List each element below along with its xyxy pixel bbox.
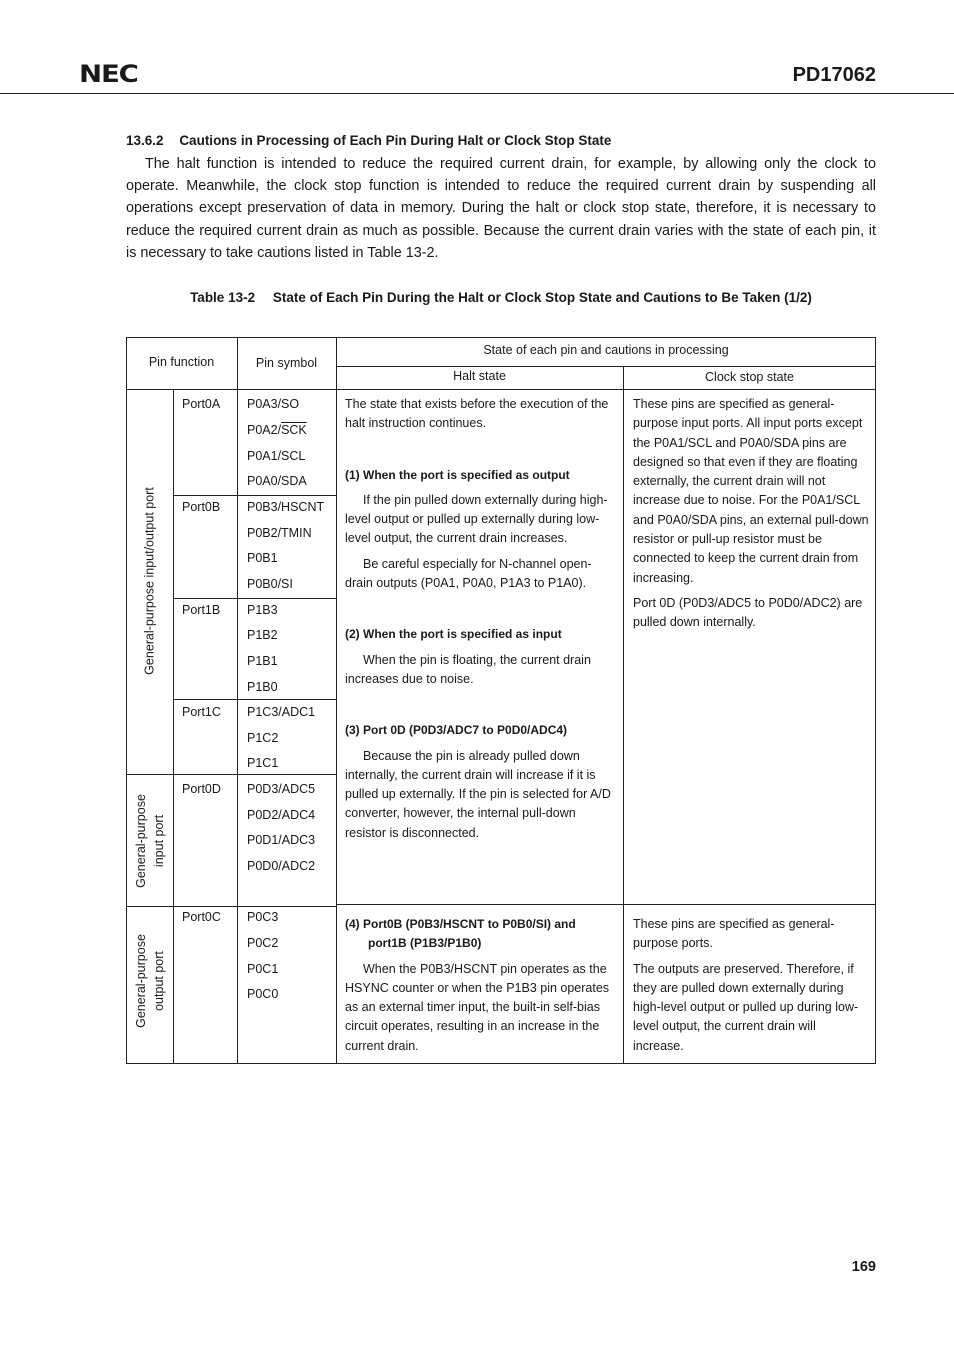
- halt-heading-input: (2) When the port is specified as input: [345, 627, 562, 642]
- halt-heading-port0d: (3) Port 0D (P0D3/ADC7 to P0D0/ADC4): [345, 723, 568, 738]
- group-label-io: General-purpose input/output port: [142, 487, 157, 675]
- section-number: 13.6.2: [126, 133, 164, 148]
- port-1b: Port1B: [182, 603, 221, 617]
- row-line-0d: [126, 774, 337, 775]
- table-border-right: [875, 337, 876, 1064]
- clock-stop-upper-para2: Port 0D (P0D3/ADC5 to P0D0/ADC2) are pulled down internally.: [633, 595, 863, 630]
- section-title: Cautions in Processing of Each Pin During Halt or Clock Stop State: [179, 133, 612, 148]
- clock-stop-lower-para1: These pins are specified as general-purpose ports.: [633, 917, 835, 951]
- pin-p0d2: P0D2/ADC4: [247, 808, 316, 822]
- pin-p1b1: P1B1: [247, 654, 278, 668]
- col-line-halt: [623, 366, 624, 1064]
- halt-heading-port0b-1b-cont: port1B (P1B3/P1B0): [368, 936, 482, 951]
- pin-p0d1: P0D1/ADC3: [247, 833, 316, 847]
- col-line-group: [173, 389, 174, 1064]
- header-pin-function: Pin function: [148, 355, 215, 369]
- pin-p0c2: P0C2: [247, 936, 279, 950]
- halt-input-para: When the pin is floating, the current drain increases due to noise.: [345, 652, 591, 686]
- halt-port0b-para: When the P0B3/HSCNT pin operates as the HSYNC counter or when the P1B3 pin operates as an external timer input, the built-in self-bias circuit operates, resulting in an increase in the current drain.: [345, 961, 610, 1053]
- halt-heading-port0b-1b: (4) Port0B (P0B3/HSCNT to P0B0/SI) and: [345, 917, 576, 931]
- pin-p0d0: P0D0/ADC2: [247, 859, 316, 873]
- halt-output-para1: If the pin pulled down externally during high-level output or pulled up externally during low-level output, the current drain increases.: [345, 492, 608, 546]
- table-caption-number: Table 13-2: [190, 290, 256, 305]
- row-line-0c: [126, 906, 337, 907]
- group-label-output-line1: General-purpose: [134, 934, 148, 1028]
- table-caption: [126, 290, 876, 305]
- section-body: The halt function is intended to reduce the required current drain, for example, by allowing only the clock to operate. Meanwhile, the clock stop function is intended to reduce the required current drain by suspending all operations except preservation of data in memory. During the halt or clock stop state, therefore, it is necessary to reduce the required current drain as much as possible. Because the current drain varies with the state of each pin, it is necessary to take cautions listed in Table 13-2.: [126, 156, 876, 261]
- halt-cell: [345, 395, 619, 849]
- pin-p0a3: P0A3/SO: [247, 397, 300, 411]
- pin-p0a2: [247, 423, 307, 437]
- port-1c: Port1C: [182, 705, 221, 719]
- table-border-left: [126, 337, 127, 1064]
- page-number: 169: [851, 1259, 876, 1275]
- pin-p1c3: P1C3/ADC1: [247, 705, 316, 719]
- port-0c: Port0C: [182, 910, 221, 924]
- group-label-output: [132, 931, 168, 1031]
- header-subrule: [336, 366, 876, 367]
- row-line-1b: [173, 598, 337, 599]
- pin-p0b3: P0B3/HSCNT: [247, 500, 325, 514]
- halt-output-para2: Be careful especially for N-channel open-drain outputs (P0A1, P0A0, P1A3 to P1A0).: [345, 556, 592, 591]
- group-label-input-line1: General-purpose: [134, 794, 148, 888]
- pin-p0c0: P0C0: [247, 987, 279, 1001]
- clock-stop-cell-lower: [633, 915, 869, 1062]
- halt-intro: The state that exists before the execution of the halt instruction continues.: [345, 397, 609, 431]
- pin-p1c2: P1C2: [247, 731, 279, 745]
- row-line-0b: [173, 495, 337, 496]
- table-border-top: [126, 337, 876, 338]
- halt-port0d-para: Because the pin is already pulled down internally, the current drain will increase if it is pulled up externally. If the pin is selected for A/D converter, however, the internal pull-down resistor is disconnected.: [345, 748, 611, 840]
- group-label-output-line2: output port: [152, 951, 166, 1011]
- pin-p1b0: P1B0: [247, 680, 278, 694]
- header-divider: [0, 93, 954, 94]
- port-0d: Port0D: [182, 782, 221, 796]
- header-bottom-rule: [126, 389, 876, 390]
- pin-p0a0: P0A0/SDA: [247, 474, 307, 488]
- header-clock-stop-state: Clock stop state: [705, 370, 794, 384]
- pin-state-table: [126, 337, 876, 1064]
- pin-p1b3: P1B3: [247, 603, 278, 617]
- pin-sck-overline: $\overline{SCK}$: [281, 423, 307, 437]
- pin-p0b1: P0B1: [247, 551, 278, 565]
- header-state-group: State of each pin and cautions in processing: [483, 343, 729, 357]
- pin-p0d3: P0D3/ADC5: [247, 782, 316, 796]
- table-caption-text: State of Each Pin During the Halt or Clock Stop State and Cautions to Be Taken (1/2): [272, 290, 812, 305]
- col-line-symbol: [336, 337, 337, 1064]
- table-border-bottom: [126, 1063, 876, 1064]
- pin-p0b0: P0B0/SI: [247, 577, 293, 591]
- header-halt-state: Halt state: [453, 369, 506, 383]
- col-line-port: [237, 337, 238, 1064]
- halt-cell-lower: [345, 915, 619, 1062]
- nec-logo: NEC: [79, 60, 138, 88]
- pin-p0a1: P0A1/SCL: [247, 449, 306, 463]
- clock-stop-lower-para2: The outputs are preserved. Therefore, if they are pulled down externally during high-level output or pulled up during low-level output, the current drain will increase.: [633, 961, 859, 1053]
- group-label-input: [132, 791, 168, 891]
- pin-p0c1: P0C1: [247, 962, 279, 976]
- pin-p0a2-name: P0A2/: [247, 423, 282, 437]
- row-line-states: [336, 904, 876, 905]
- section-heading: [126, 133, 611, 148]
- group-label-input-line2: input port: [152, 814, 166, 868]
- header-pin-symbol: Pin symbol: [255, 356, 318, 370]
- clock-stop-upper-para1: These pins are specified as general-purpose input ports. All input ports except the P0A1/SCL and P0A0/SDA pins are designed so that even if they are floating externally, the current drain will not increase due to noise. For the P0A1/SCL and P0A0/SDA pins, an external pull-down resistor or pull-up resistor must be connected to keep the current drain from increasing.: [633, 397, 869, 585]
- row-line-1c: [173, 699, 337, 700]
- port-0b: Port0B: [182, 500, 221, 514]
- pin-p0b2: P0B2/TMIN: [247, 526, 312, 540]
- pin-p1b2: P1B2: [247, 628, 278, 642]
- port-0a: Port0A: [182, 397, 221, 411]
- clock-stop-cell-upper: [633, 395, 869, 639]
- halt-heading-output: (1) When the port is specified as output: [345, 467, 570, 482]
- document-id: PD17062: [792, 64, 876, 86]
- pin-p1c1: P1C1: [247, 756, 279, 770]
- pin-p0c3: P0C3: [247, 910, 279, 924]
